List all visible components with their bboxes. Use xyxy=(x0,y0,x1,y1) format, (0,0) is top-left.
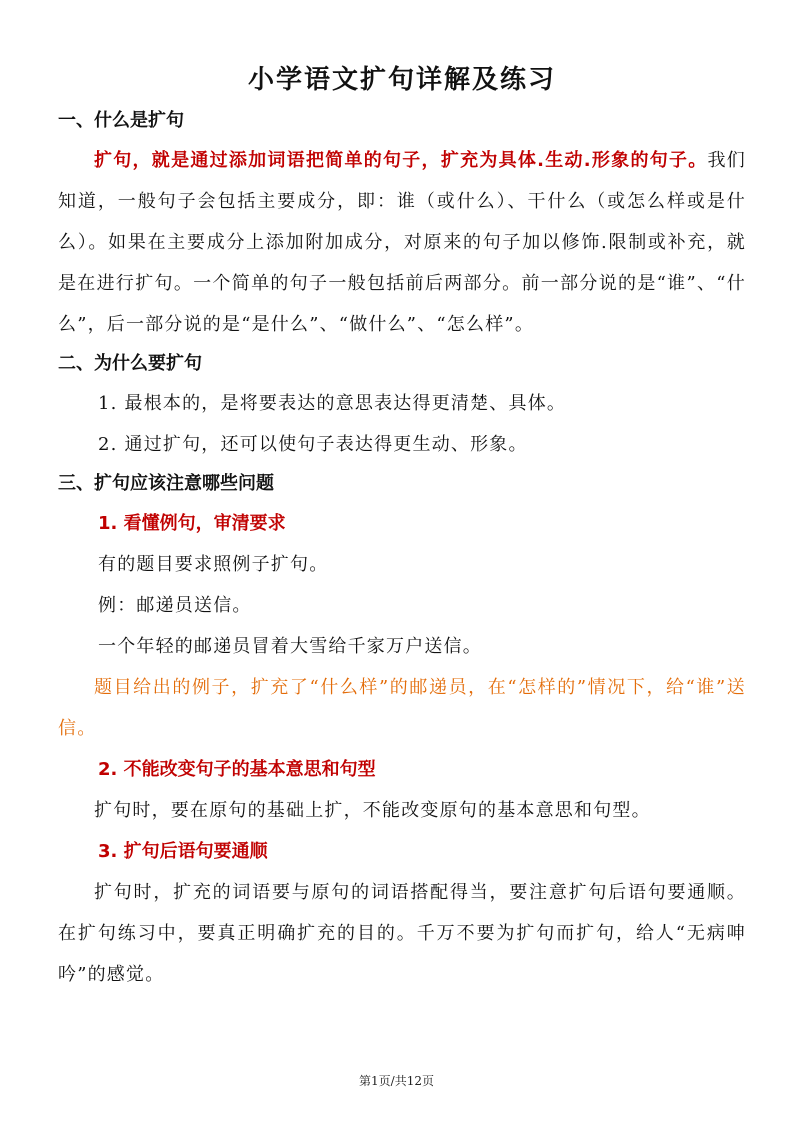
subheading-2: 2. 不能改变句子的基本意思和句型 xyxy=(98,759,376,780)
document-page xyxy=(58,58,746,995)
definition-text: 扩句，就是通过添加词语把简单的句子，扩充为具体.生动.形象的句子。 xyxy=(94,150,708,171)
section-2-heading: 二、为什么要扩句 xyxy=(58,353,202,374)
example-expanded: 一个年轻的邮递员冒着大雪给千家万户送信。 xyxy=(98,636,482,657)
section-1-heading: 一、什么是扩句 xyxy=(58,110,184,131)
requirement-line: 有的题目要求照例子扩句。 xyxy=(98,554,329,575)
example-original: 例：邮递员送信。 xyxy=(98,595,252,616)
section-3-heading: 三、扩句应该注意哪些问题 xyxy=(58,473,274,494)
reason-point-2: 2. 通过扩句，还可以使句子表达得更生动、形象。 xyxy=(98,434,528,455)
section-1-paragraph xyxy=(58,140,746,345)
reason-point-1: 1. 最根本的，是将要表达的意思表达得更清楚、具体。 xyxy=(98,393,567,414)
section-1-body: 我们知道，一般句子会包括主要成分，即：谁（或什么）、干什么（或怎么样或是什么）。如果在主要成分上添加附加成分，对原来的句子加以修饰.限制或补充，就是在进行扩句。一个简单的句子一般包括前后两部分。前一部分说的是“谁”、“什么”，后一部分说的是“是什么”、“做什么”、“怎么样”。 xyxy=(58,150,746,335)
page-number: 第1页/共12页 xyxy=(359,1074,434,1088)
subheading-2-text: 扩句时，要在原句的基础上扩，不能改变原句的基本意思和句型。 xyxy=(94,800,651,821)
page-title: 小学语文扩句详解及练习 xyxy=(247,65,556,95)
subheading-3-text: 扩句时，扩充的词语要与原句的词语搭配得当，要注意扩句后语句要通顺。在扩句练习中，要真正明确扩充的目的。千万不要为扩句而扩句，给人“无病呻吟”的感觉。 xyxy=(58,882,746,985)
subheading-3: 3. 扩句后语句要通顺 xyxy=(98,841,268,862)
example-explanation: 题目给出的例子，扩充了“什么样”的邮递员，在“怎样的”情况下，给“谁”送信。 xyxy=(58,677,746,739)
subheading-1: 1. 看懂例句，审清要求 xyxy=(98,513,286,534)
